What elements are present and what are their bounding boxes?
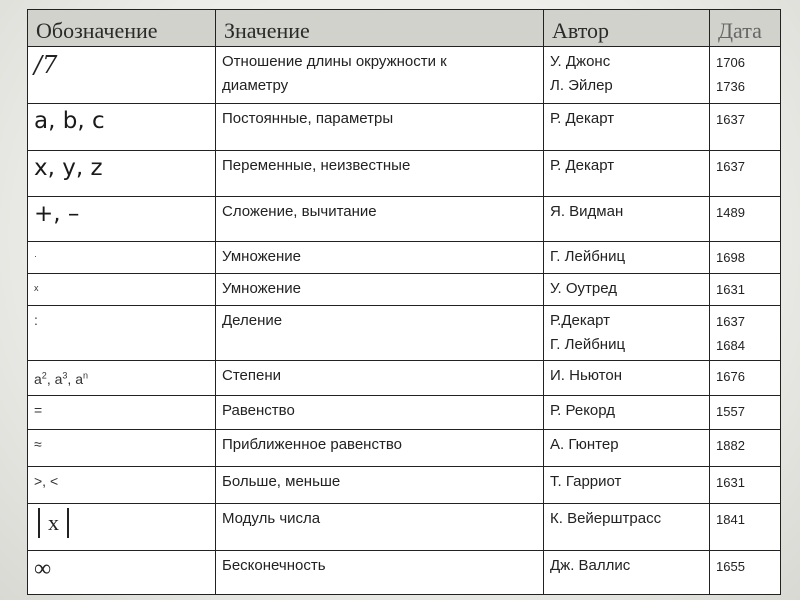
- meaning-line: Отношение длины окружности к: [222, 53, 447, 70]
- symbol-constants: a, b, c: [34, 108, 105, 134]
- author-line: Г. Лейбниц: [550, 336, 626, 353]
- symbol-cell: [28, 467, 216, 504]
- meaning-line: Больше, меньше: [222, 473, 341, 490]
- symbol-plus-minus: +, –: [34, 201, 80, 227]
- date-line: 1637: [716, 159, 745, 174]
- meaning-line: Приближенное равенство: [222, 436, 402, 453]
- date-line: 1706: [716, 55, 745, 70]
- meaning-cell: [216, 274, 544, 306]
- date-line: 1841: [716, 512, 745, 527]
- header-meaning: Значение: [216, 10, 544, 47]
- symbol-cell: [28, 396, 216, 430]
- author-line: И. Ньютон: [550, 367, 623, 384]
- symbol-cell: [28, 151, 216, 197]
- date-line: 1736: [716, 79, 745, 94]
- meaning-cell: [216, 430, 544, 467]
- author-cell: [544, 306, 710, 361]
- table-row: [28, 104, 781, 151]
- author-cell: [544, 197, 710, 242]
- table-row: [28, 274, 781, 306]
- table-row: [28, 151, 781, 197]
- author-line: Р. Рекорд: [550, 402, 616, 419]
- meaning-line: Умножение: [222, 248, 302, 265]
- meaning-line: Постоянные, параметры: [222, 110, 394, 127]
- date-cell: [710, 504, 781, 551]
- table-row: [28, 47, 781, 104]
- date-line: 1676: [716, 369, 745, 384]
- power-base: a: [75, 370, 83, 387]
- header-author: Автор: [544, 10, 710, 47]
- math-symbols-table: [27, 9, 781, 595]
- meaning-line: Бесконечность: [222, 557, 326, 574]
- author-line: Я. Видман: [550, 203, 624, 220]
- date-line: 1557: [716, 404, 745, 419]
- author-cell: [544, 274, 710, 306]
- table-header-row: [28, 10, 781, 47]
- author-cell: [544, 242, 710, 274]
- author-line: Р. Декарт: [550, 157, 615, 174]
- author-line: Л. Эйлер: [550, 77, 613, 94]
- table-row: [28, 197, 781, 242]
- power-base: a: [54, 370, 63, 387]
- meaning-cell: [216, 467, 544, 504]
- date-cell: [710, 242, 781, 274]
- date-cell: [710, 151, 781, 197]
- table-row: [28, 396, 781, 430]
- table-row: [28, 504, 781, 551]
- author-cell: [544, 104, 710, 151]
- table-row: [28, 361, 781, 396]
- date-line: 1631: [716, 282, 745, 297]
- header-date: Дата: [710, 10, 781, 47]
- author-line: У. Оутред: [550, 280, 618, 297]
- date-line: 1684: [716, 338, 745, 353]
- symbol-approx: ≈: [34, 436, 42, 452]
- power-exponent: 3: [62, 370, 68, 380]
- symbol-cell: [28, 242, 216, 274]
- symbol-pi: /7: [34, 51, 58, 79]
- meaning-cell: [216, 504, 544, 551]
- symbol-cell: [28, 504, 216, 551]
- symbol-cell: [28, 551, 216, 595]
- meaning-line: Деление: [222, 312, 283, 329]
- power-base: a: [34, 370, 42, 387]
- symbol-cell: [28, 47, 216, 104]
- table-row: [28, 242, 781, 274]
- symbol-powers: $a^2$, $a^3$, $a^n$: [34, 370, 88, 387]
- header-symbol: Обозначение: [28, 10, 216, 47]
- table-row: [28, 467, 781, 504]
- date-line: 1631: [716, 475, 745, 490]
- meaning-cell: [216, 551, 544, 595]
- meaning-cell: [216, 361, 544, 396]
- meaning-line: Переменные, неизвестные: [222, 157, 411, 174]
- symbol-absolute-value: x: [38, 508, 69, 538]
- author-line: К. Вейерштрасс: [550, 510, 662, 527]
- date-line: 1882: [716, 438, 745, 453]
- date-cell: [710, 274, 781, 306]
- meaning-cell: [216, 396, 544, 430]
- symbol-cell: [28, 274, 216, 306]
- meaning-line: Равенство: [222, 402, 295, 419]
- table-row: [28, 306, 781, 361]
- author-cell: [544, 467, 710, 504]
- author-cell: [544, 430, 710, 467]
- date-cell: [710, 430, 781, 467]
- author-cell: [544, 47, 710, 104]
- power-exponent: n: [82, 370, 88, 380]
- symbol-greater-less: >, <: [34, 473, 59, 489]
- author-cell: [544, 361, 710, 396]
- symbol-colon: :: [34, 312, 38, 328]
- meaning-cell: [216, 306, 544, 361]
- author-line: Дж. Валлис: [550, 557, 631, 574]
- author-line: Т. Гарриот: [550, 473, 622, 490]
- date-cell: [710, 361, 781, 396]
- symbol-infinity: ∞: [34, 556, 52, 582]
- symbol-cell: [28, 430, 216, 467]
- author-cell: [544, 151, 710, 197]
- author-line: Р.Декарт: [550, 312, 610, 329]
- author-cell: [544, 396, 710, 430]
- author-line: Р. Декарт: [550, 110, 615, 127]
- date-cell: [710, 104, 781, 151]
- table-row: [28, 551, 781, 595]
- meaning-cell: [216, 197, 544, 242]
- author-line: А. Гюнтер: [550, 436, 619, 453]
- symbol-equals: =: [34, 402, 43, 418]
- author-cell: [544, 551, 710, 595]
- symbol-cell: [28, 197, 216, 242]
- date-line: 1698: [716, 250, 745, 265]
- symbol-variables: x, y, z: [34, 155, 103, 181]
- meaning-cell: [216, 104, 544, 151]
- date-cell: [710, 306, 781, 361]
- symbol-cross: x: [34, 283, 39, 293]
- author-line: Г. Лейбниц: [550, 248, 626, 265]
- date-line: 1637: [716, 314, 745, 329]
- table-row: [28, 430, 781, 467]
- date-line: 1489: [716, 205, 745, 220]
- date-cell: [710, 47, 781, 104]
- date-cell: [710, 467, 781, 504]
- meaning-cell: [216, 151, 544, 197]
- author-line: У. Джонс: [550, 53, 611, 70]
- date-cell: [710, 551, 781, 595]
- meaning-cell: [216, 242, 544, 274]
- meaning-line: Модуль числа: [222, 510, 321, 527]
- meaning-line: Сложение, вычитание: [222, 203, 377, 220]
- symbol-cell: [28, 306, 216, 361]
- date-cell: [710, 396, 781, 430]
- power-exponent: 2: [41, 370, 47, 380]
- date-line: 1655: [716, 559, 745, 574]
- symbol-cell: [28, 104, 216, 151]
- meaning-line: Умножение: [222, 280, 302, 297]
- symbol-dot: ·: [34, 251, 37, 261]
- meaning-line: диаметру: [222, 77, 289, 94]
- meaning-line: Степени: [222, 367, 282, 384]
- date-line: 1637: [716, 112, 745, 127]
- symbol-cell: [28, 361, 216, 396]
- date-cell: [710, 197, 781, 242]
- meaning-cell: [216, 47, 544, 104]
- author-cell: [544, 504, 710, 551]
